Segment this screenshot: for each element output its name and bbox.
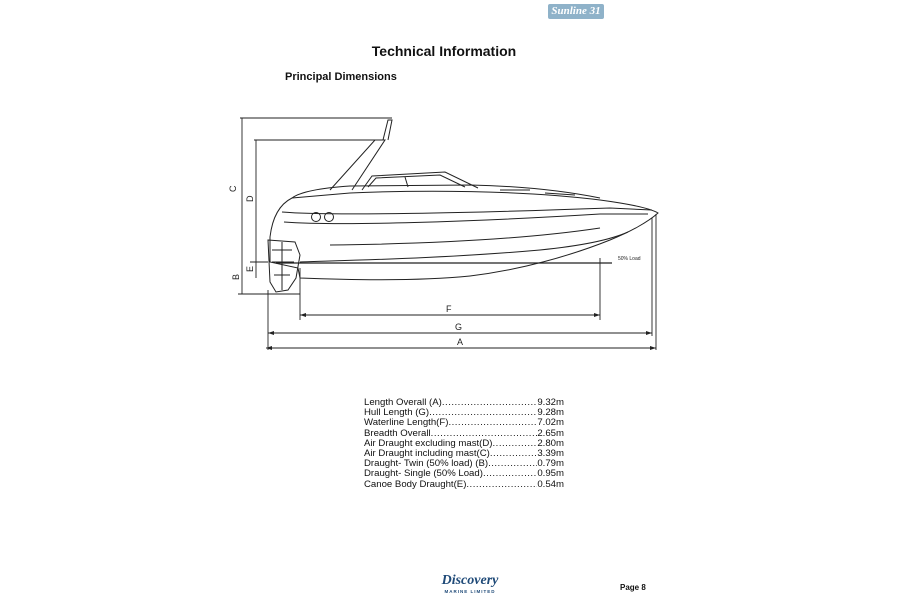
spec-value: 0.79m: [537, 458, 564, 470]
spec-value: 0.95m: [537, 468, 564, 480]
spec-value: 2.80m: [537, 437, 564, 449]
spec-label: Draught- Twin (50% load) (B): [364, 458, 489, 470]
page-number: Page 8: [620, 583, 646, 592]
dim-label-f: F: [446, 304, 452, 314]
company-logo-subtitle: MARINE LIMITED: [444, 589, 496, 594]
spec-label: Waterline Length(F): [364, 417, 449, 429]
spec-value: 9.28m: [537, 407, 564, 419]
spec-value: 0.54m: [537, 478, 564, 490]
dim-label-b: B: [231, 273, 241, 280]
spec-label: Air Draught excluding mast(D): [364, 437, 493, 449]
spec-value: 3.39m: [537, 448, 564, 460]
leader-dots: [490, 449, 537, 459]
spec-label: Canoe Body Draught(E): [364, 478, 467, 490]
leader-dots: [448, 418, 537, 428]
dim-label-e: E: [245, 265, 255, 272]
spec-label: Hull Length (G): [364, 407, 430, 419]
spec-label: Air Draught including mast(C): [364, 448, 490, 460]
spec-value: 7.02m: [537, 417, 564, 429]
model-badge: Sunline 31: [548, 4, 604, 19]
spec-label: Breadth Overall: [364, 427, 431, 439]
dim-label-a: A: [457, 337, 464, 347]
spec-value: 9.32m: [537, 397, 564, 408]
leader-dots: [442, 398, 537, 408]
leader-dots: [493, 439, 538, 449]
dim-label-c: C: [228, 185, 238, 192]
company-logo: Discovery: [441, 573, 499, 588]
leader-dots: [466, 480, 537, 490]
spec-label: Length Overall (A): [364, 397, 442, 408]
leader-dots: [488, 459, 537, 469]
spec-row: [364, 480, 564, 490]
dim-label-g: G: [455, 322, 463, 332]
page-title: Technical Information: [371, 43, 517, 59]
leader-dots: [483, 469, 537, 479]
spec-label: Draught- Single (50% Load): [364, 468, 483, 480]
specs-table: [364, 398, 564, 490]
section-heading: Principal Dimensions: [285, 71, 397, 83]
spec-value: 2.65m: [537, 427, 564, 439]
waterline-label: 50% Load: [618, 256, 641, 262]
dim-label-d: D: [245, 195, 255, 202]
